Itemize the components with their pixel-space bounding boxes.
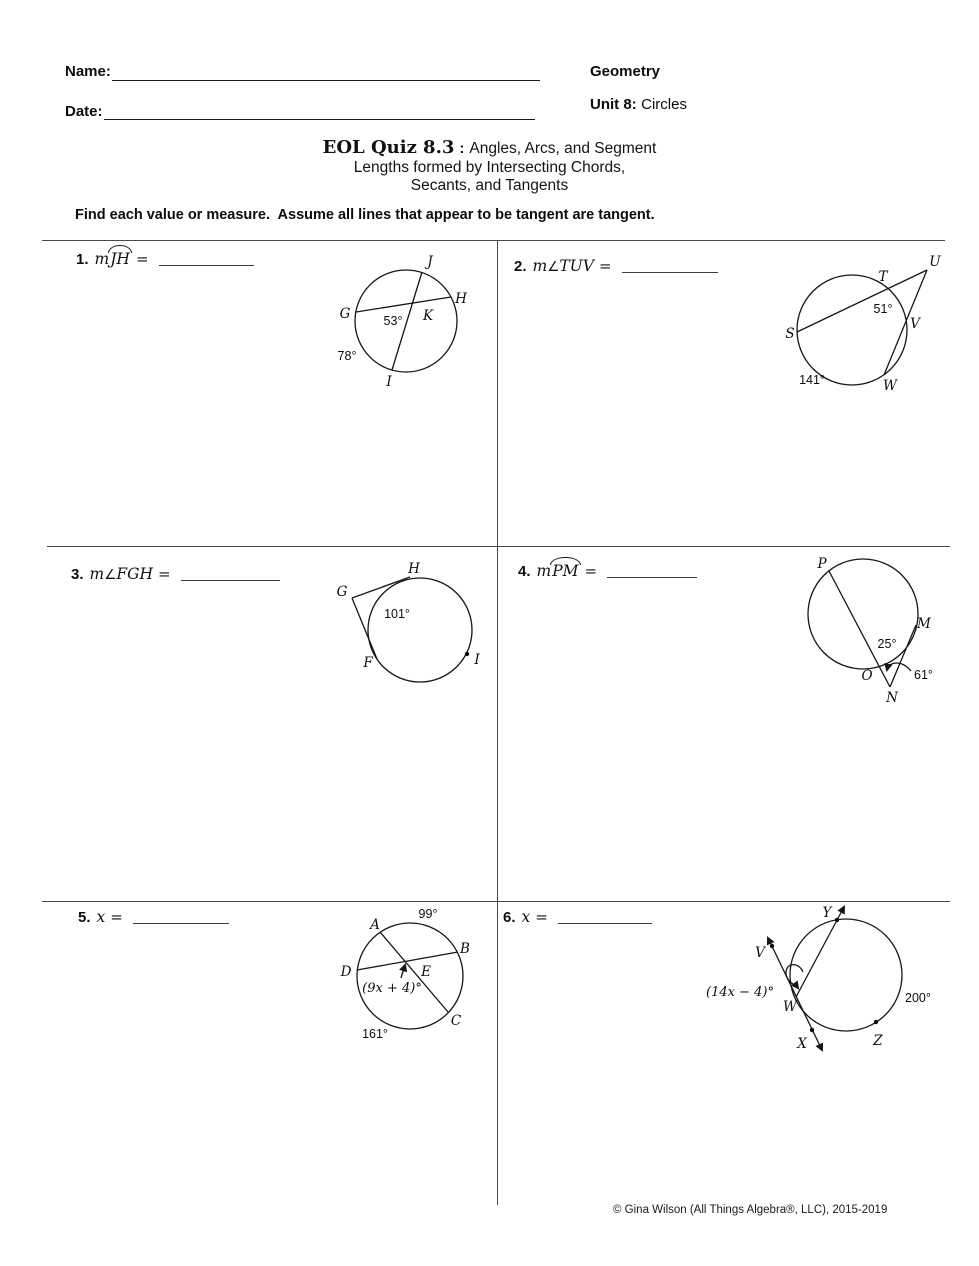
problem-3-angle-symbol: ∠ xyxy=(104,567,117,583)
p6-angle-expression: (14x − 4)° xyxy=(706,985,774,1000)
p1-arc-78: 78° xyxy=(337,349,357,363)
p6-angle-arrow xyxy=(786,965,803,988)
p6-arc-200: 200° xyxy=(905,991,931,1005)
p1-point-G: G xyxy=(339,306,351,322)
name-blank-line xyxy=(112,64,540,81)
problem-1-equals: = xyxy=(135,250,149,268)
instructions: Find each value or measure. Assume all lines that appear to be tangent are tangent. xyxy=(75,207,655,223)
p5-arc-161: 161° xyxy=(362,1027,388,1041)
problem-1-measure: m xyxy=(94,250,110,268)
problem-5-prompt xyxy=(78,908,229,927)
p3-circle xyxy=(368,578,472,682)
divider-top xyxy=(42,240,945,241)
problem-5-diagram xyxy=(335,905,490,1060)
problem-2-prompt xyxy=(514,257,718,276)
p6-point-Y: Y xyxy=(822,905,832,921)
problem-1-answer-blank xyxy=(159,252,254,266)
p5-chord-DB xyxy=(357,952,458,970)
p6-point-W: W xyxy=(783,999,797,1015)
p4-point-O: O xyxy=(861,668,873,684)
problem-4-prompt xyxy=(518,562,697,581)
p6-circle xyxy=(790,919,902,1031)
p3-arc-101: 101° xyxy=(384,607,410,621)
quiz-title xyxy=(0,139,979,196)
p1-point-I: I xyxy=(386,374,392,390)
p3-point-H: H xyxy=(408,561,420,577)
problem-1-diagram xyxy=(330,250,490,400)
problem-6-answer-blank xyxy=(558,910,652,924)
p6-point-V: V xyxy=(755,945,765,961)
problem-3-measure: m xyxy=(89,565,105,583)
quiz-title-line1 xyxy=(0,139,979,159)
problem-1-arc-letters: JH xyxy=(110,250,130,268)
date-blank-line xyxy=(104,104,535,120)
p4-circle xyxy=(808,559,918,669)
problem-2-number: 2. xyxy=(514,258,527,275)
problem-3-letters: FGH xyxy=(116,565,153,583)
p5-arc-99: 99° xyxy=(418,907,438,921)
problem-4-arc-letters: PM xyxy=(552,562,579,580)
divider-row1 xyxy=(47,546,950,547)
problem-5-number: 5. xyxy=(78,909,91,926)
p6-point-Z: Z xyxy=(873,1033,883,1049)
problem-4-answer-blank xyxy=(607,564,697,578)
divider-vertical xyxy=(497,240,498,1205)
p1-point-K: K xyxy=(422,308,434,324)
p2-angle-51: 51° xyxy=(873,302,893,316)
p6-point-Y-dot xyxy=(835,918,839,922)
p6-point-Z-dot xyxy=(874,1020,878,1024)
p2-secant-SU xyxy=(797,270,927,332)
problem-4-equals: = xyxy=(584,562,598,580)
p5-chord-AC xyxy=(380,932,448,1012)
problem-6-number: 6. xyxy=(503,909,516,926)
quiz-code: EOL Quiz 8.3 xyxy=(322,137,455,158)
problem-3-number: 3. xyxy=(71,566,84,583)
problem-6-diagram xyxy=(706,900,965,1065)
p3-point-G: G xyxy=(336,584,348,600)
p6-tangent-VX xyxy=(768,938,822,1050)
p2-point-S: S xyxy=(785,326,795,342)
p6-point-V-dot xyxy=(770,944,774,948)
quiz-subject-line3: Secants, and Tangents xyxy=(410,177,569,194)
problem-5-equals: = xyxy=(110,908,123,926)
p5-point-B: B xyxy=(460,941,470,957)
problem-1-arc-over xyxy=(109,250,131,269)
p1-point-H: H xyxy=(455,291,467,307)
p5-circle xyxy=(357,923,463,1029)
problem-4-diagram xyxy=(790,555,960,715)
p4-point-N: N xyxy=(886,690,898,706)
p5-point-D: D xyxy=(340,964,352,980)
problem-2-angle-symbol: ∠ xyxy=(547,259,560,275)
name-label: Name: xyxy=(65,63,111,80)
unit-value: Circles xyxy=(641,96,687,113)
p4-point-P: P xyxy=(817,556,827,572)
quiz-subject-line1: Angles, Arcs, and Segment xyxy=(469,140,657,157)
p6-point-X: X xyxy=(797,1036,807,1052)
p4-angle-61: 61° xyxy=(914,668,933,682)
p5-angle-expression: (9x + 4)° xyxy=(362,981,422,996)
problem-5-answer-blank xyxy=(133,910,229,924)
p5-point-E: E xyxy=(421,964,431,980)
p2-point-T: T xyxy=(878,269,888,285)
problem-6-equals: = xyxy=(535,908,548,926)
p1-angle-53: 53° xyxy=(383,314,403,328)
problem-5-variable: x xyxy=(96,908,106,926)
p4-point-M: M xyxy=(917,616,931,632)
p2-point-U: U xyxy=(929,254,941,270)
p1-circle xyxy=(355,270,457,372)
p1-point-J: J xyxy=(427,254,433,270)
p3-point-F: F xyxy=(363,655,373,671)
problem-3-equals: = xyxy=(157,565,171,583)
p3-point-I-dot xyxy=(465,652,469,656)
quiz-subject-line2: Lengths formed by Intersecting Chords, xyxy=(353,158,626,176)
problem-1-prompt xyxy=(76,250,254,269)
p4-secant-PN xyxy=(829,571,890,687)
problem-2-equals: = xyxy=(598,257,612,275)
p6-point-X-dot xyxy=(810,1028,814,1032)
problem-3-prompt xyxy=(71,565,280,584)
p2-secant-UW xyxy=(884,270,927,375)
p1-chord-GH xyxy=(356,297,451,312)
problem-4-arc-over xyxy=(551,562,579,581)
date-label: Date: xyxy=(65,103,103,120)
problem-1-number: 1. xyxy=(76,251,89,268)
problem-4-measure: m xyxy=(536,562,552,580)
p4-tangent-NM xyxy=(890,625,916,687)
quiz-title-colon: : xyxy=(459,140,465,157)
problem-2-measure: m xyxy=(532,257,548,275)
problem-6-prompt xyxy=(503,908,652,927)
copyright-footer: © Gina Wilson (All Things Algebra®, LLC), 2015-2019 xyxy=(613,1204,888,1216)
problem-6-variable: x xyxy=(521,908,531,926)
p2-point-W: W xyxy=(883,378,897,394)
problem-3-diagram xyxy=(330,560,500,700)
problem-2-letters: TUV xyxy=(559,257,594,275)
unit-label: Unit 8: xyxy=(590,96,637,113)
problem-2-diagram xyxy=(770,250,965,412)
p5-point-C: C xyxy=(450,1013,462,1029)
problem-4-number: 4. xyxy=(518,563,531,580)
p3-point-I: I xyxy=(474,652,480,668)
p5-point-A: A xyxy=(370,917,380,933)
course-label: Geometry xyxy=(590,63,661,80)
p2-point-V: V xyxy=(910,316,920,332)
problem-2-answer-blank xyxy=(622,259,718,273)
p4-angle-25: 25° xyxy=(877,637,897,651)
problem-3-answer-blank xyxy=(181,567,280,581)
unit-line xyxy=(590,96,687,114)
p2-circle xyxy=(797,275,907,385)
p2-arc-141: 141° xyxy=(799,373,825,387)
p5-pointer-arrow xyxy=(401,965,405,978)
